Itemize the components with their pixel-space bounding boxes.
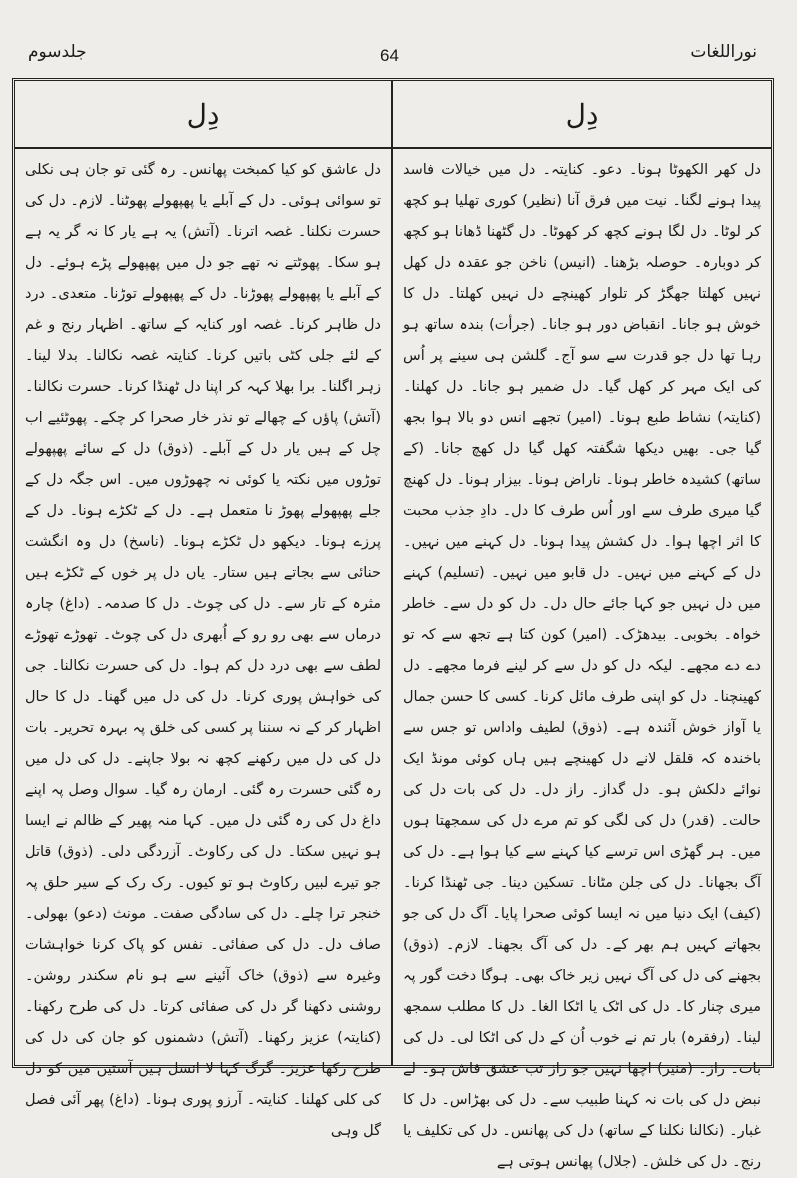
right-column [393, 81, 771, 1170]
left-column-paragraph: دل عاشق کو کیا کمبخت پھانس۔ رہ گئی تو جان ہی نکلی تو سوائی ہوئی۔ دل کے آبلے یا پھپھولے پھوٹنا۔ لازم۔ دل کی حسرت نکلنا۔ غصہ اترنا۔ (آتش) یہ ہے یار کا نہ گر یہ ہے ہو سکا۔ پھوٹتے نہ تھے جو دل میں پھپھولے پڑے ہوئے۔ دل کے آبلے یا پھپھولے پھوڑنا۔ دل کے پھپھولے توڑنا۔ متعدی۔ درد دل ظاہر کرنا۔ غصہ اور کنایہ کے ساتھ۔ اظہار رنج و غم کے لئے جلی کٹی باتیں کرنا۔ کنایتہ غصہ نکالنا۔ بدلا لینا۔ زہر اگلنا۔ برا بھلا کہہ کر اپنا دل ٹھنڈا کرنا۔ حسرت نکالنا۔ (آتش) پاؤں کے چھالے تو نذر خار صحرا کر چکے۔ پھوٹئیے اب چل کے ہیں یار دل کے آبلے۔ (ذوق) دل کے سائے پھپھولے توڑوں میں نکتہ یا کوئی نہ چھوڑوں میں۔ اس جگہ دل کے جلے پھپھولے پھوڑ نا متعمل ہے۔ دل کے ٹکڑے ہونا۔ دل کے پرزے ہونا۔ دیکھو دل ٹکڑے ہونا۔ (ناسخ) دل وہ انگشت حنائی سے بجاتے ہیں ستار۔ یاں دل پر خوں کے ٹکڑے ہیں مثرہ کے تار سے۔ دل کی چوٹ۔ دل کا صدمہ۔ (داغ) چارہ درماں سے بھی رو رو کے اُبھری دل کی چوٹ۔ تھوڑے تھوڑے لطف سے بھی درد دل کم ہوا۔ دل کی حسرت نکالنا۔ جی کی خواہش پوری کرنا۔ دل کی دل میں گھنا۔ دل کا حال اظہار کر کے نہ سننا پر کسی کی خلق پہ بہرہ تحریر۔ بات دل کی دل میں رکھنے کچھ نہ بولا جاپنے۔ دل کی دل میں رہ گئی حسرت رہ گئی۔ ارمان رہ گیا۔ سوال وصل پہ اپنے داغ دل کی رہ گئی دل میں۔ کہا منہ پھیر کے ظالم نے ایسا ہو نہیں سکتا۔ دل کی رکاوٹ۔ آزردگی دلی۔ (ذوق) قاتل جو تیرے لبیں رکاوٹ ہو تو کیوں۔ رک رک کے سیر حلق پہ خنجر ترا چلے۔ دل کی سادگی صفت۔ مونث (دعو) بھولی۔ صاف دل۔ دل کی صفائی۔ نفس کو پاک کرنا خواہشات وغیرہ سے (ذوق) خاک آئینے سے ہو نام سکندر روشن۔ روشنی دکھنا گر دل کی صفائی کرتا۔ دل کی طرح رکھنا۔ (کنایتہ) عزیز رکھنا۔ (آتش) دشمنوں کو جان کی دل کی طرح رکھا عزیز۔ گرگ کہا لا انسل ہیں آستیں میں کو دل کی کلی کھلنا۔ کنایتہ۔ آرزو پوری ہونا۔ (داغ) پھر آئی فصل گل وہی [25, 162, 381, 1139]
page-number: 64 [380, 46, 399, 65]
left-column-text [15, 149, 391, 1147]
right-column-heading: دِل [393, 81, 771, 149]
left-column [15, 81, 393, 1139]
book-title: نوراللغات [690, 42, 757, 62]
volume-label: جلدسوم [28, 42, 87, 62]
page-header [0, 0, 797, 78]
right-column-text [393, 149, 771, 1178]
left-column-heading: دِل [15, 81, 391, 149]
right-column-paragraph: دل کھر الکھوٹا ہونا۔ دعو۔ کنایتہ۔ دل میں خیالات فاسد پیدا ہونے لگنا۔ نیت میں فرق آنا (نظیر) کوری تھلیا ہو کچھ کر لوٹا۔ دل لگا ہونے کچھ کر کھوٹا۔ دل گٹھنا ڈھانا ہو کچھ کر دوبارہ۔ حوصلہ بڑھنا۔ (انیس) ناخن جو عقدہ دل کھل نہیں کھلتا جھگڑ کر تلوار کھینچے دل نہیں کھلتا۔ دل کا خوش ہو جانا۔ انقباض دور ہو جانا۔ (جرأت) بندہ ساتھ ہو رہا تھا دل جو قدرت سے سو آج۔ گلشن ہی سینے پر اُس کی ایک مہر کر کھل گیا۔ دل ضمیر ہو جانا۔ دل کھلنا۔ (کنایتہ) نشاط طبع ہونا۔ (امیر) تجھے انس دو بالا ہوا بجھ گیا جی۔ بھیں دیکھا شگفتہ کھل گیا دل کھچ جانا۔ (کے ساتھ) کشیدہ خاطر ہونا۔ ناراض ہونا۔ بیزار ہونا۔ دل کھنچ گیا میری طرف سے اور اُس طرف کا دل۔ دادِ جذب محبت کا اثر اچھا ہوا۔ دل کشش پیدا ہونا۔ دل کہنے میں نہیں۔ دل کے کہنے میں نہیں۔ دل قابو میں نہیں۔ (تسلیم) کہنے میں دل نہیں جو کہا جائے حال دل۔ دل کو دل سے۔ خاطر خواہ۔ بخوبی۔ بیدھڑک۔ (امیر) کون کتا ہے تجھ سے کہ تو دے دے مجھے۔ لیکہ دل کو دل سے کر لینے فرما مجھے۔ دل کھینچنا۔ دل کو اپنی طرف مائل کرنا۔ کسی کا حسن جمال یا آواز خوش آئندہ ہے۔ (ذوق) لطیف واداس تو جس سے باخندہ کہ قلقل لانے دل کھینچے ہیں ہاں کوئی مونڈ ایک نوائے دلکش ہو۔ دل گداز۔ راز دل۔ دل کی بات دل کی حالت۔ (قدر) دل کی لگی کو تم مرے دل کی سمجھتا ہوں میں۔ ہر گھڑی اس ترسے کیا کہنے سے کیا ہوا ہے۔ دل کی آگ بجھانا۔ دل کی جلن مٹانا۔ تسکین دینا۔ جی ٹھنڈا کرنا۔ (کیف) ایک دنیا میں نہ ایسا کوئی صحرا پایا۔ آگ دل کی جو بجھاتے کہیں ہم بھر کے۔ دل کی آگ بجھنا۔ لازم۔ (ذوق) بجھنے کی دل کی آگ نہیں زیر خاک بھی۔ ہوگا دخت گور پہ میری چنار کا۔ دل کی اٹک یا اٹکا الغا۔ دل کا مطلب سمجھ لینا۔ (رفقرہ) بار تم نے خوب اُن کے دل کی اٹکا لی۔ دل کی بات۔ راز۔ (منیر) اچھا نہیں جو راز تب عشق فاش ہو۔ لے نبض دل کی بات نہ کہنا طبیب سے۔ دل کی بھڑاس۔ دل کا غبار۔ (نکالنا نکلنا کے ساتھ) دل کی پھانس۔ دل کی تکلیف یا رنج۔ دل کی خلش۔ (جلال) پھانس ہوتی ہے [403, 162, 761, 1170]
page-frame [12, 78, 774, 1170]
